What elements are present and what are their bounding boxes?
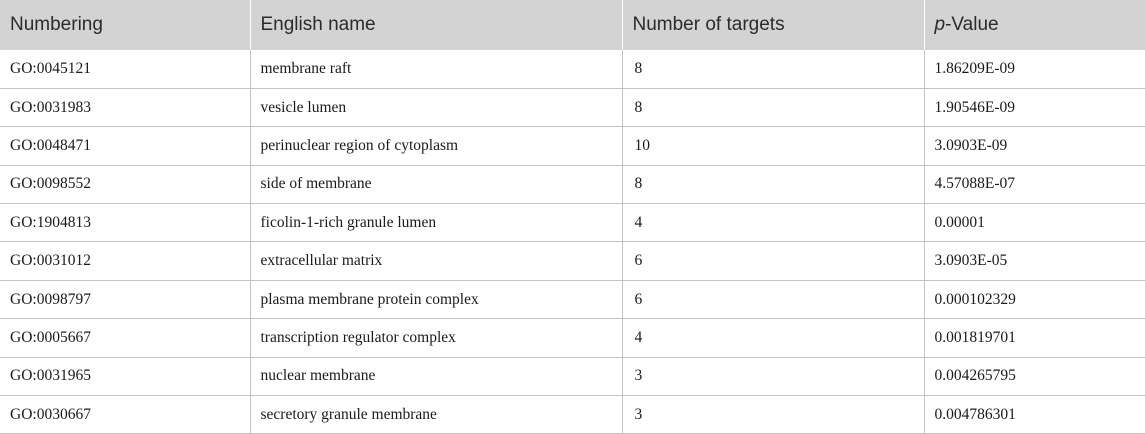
header-number-of-targets: Number of targets	[622, 0, 924, 50]
cell-number-of-targets: 8	[622, 50, 924, 88]
table-row	[0, 242, 1145, 280]
header-numbering: Numbering	[0, 0, 250, 50]
cell-numbering: GO:0045121	[0, 50, 250, 88]
cell-english-name: secretory granule membrane	[250, 396, 622, 434]
cell-numbering: GO:0030667	[0, 396, 250, 434]
cell-number-of-targets: 6	[622, 280, 924, 318]
cell-english-name: vesicle lumen	[250, 88, 622, 126]
cell-numbering: GO:0048471	[0, 127, 250, 165]
cell-number-of-targets: 8	[622, 88, 924, 126]
table-header	[0, 0, 1145, 50]
table-row	[0, 396, 1145, 434]
cell-number-of-targets: 4	[622, 204, 924, 242]
cell-numbering: GO:1904813	[0, 204, 250, 242]
cell-numbering: GO:0031012	[0, 242, 250, 280]
cell-numbering: GO:0005667	[0, 319, 250, 357]
cell-english-name: perinuclear region of cytoplasm	[250, 127, 622, 165]
cell-english-name: extracellular matrix	[250, 242, 622, 280]
cell-p-value: 4.57088E-07	[924, 165, 1145, 203]
cell-p-value: 0.000102329	[924, 280, 1145, 318]
header-p-value-suffix: -Value	[945, 14, 999, 35]
table-row	[0, 204, 1145, 242]
table-body	[0, 50, 1145, 434]
header-row	[0, 0, 1145, 50]
cell-p-value: 0.004786301	[924, 396, 1145, 434]
cell-number-of-targets: 4	[622, 319, 924, 357]
cell-numbering: GO:0098797	[0, 280, 250, 318]
header-english-name: English name	[250, 0, 622, 50]
table-row	[0, 165, 1145, 203]
cell-p-value: 3.0903E-05	[924, 242, 1145, 280]
cell-p-value: 1.90546E-09	[924, 88, 1145, 126]
cell-p-value: 3.0903E-09	[924, 127, 1145, 165]
cell-english-name: plasma membrane protein complex	[250, 280, 622, 318]
table-row	[0, 127, 1145, 165]
cell-english-name: nuclear membrane	[250, 357, 622, 395]
cell-english-name: membrane raft	[250, 50, 622, 88]
table-row	[0, 50, 1145, 88]
cell-numbering: GO:0031965	[0, 357, 250, 395]
cell-number-of-targets: 8	[622, 165, 924, 203]
table-row	[0, 357, 1145, 395]
header-p-value-italic: p	[934, 14, 946, 35]
cell-number-of-targets: 3	[622, 396, 924, 434]
cell-p-value: 0.001819701	[924, 319, 1145, 357]
cell-number-of-targets: 3	[622, 357, 924, 395]
table-row	[0, 88, 1145, 126]
cell-p-value: 0.004265795	[924, 357, 1145, 395]
cell-number-of-targets: 6	[622, 242, 924, 280]
cell-p-value: 0.00001	[924, 204, 1145, 242]
cell-english-name: transcription regulator complex	[250, 319, 622, 357]
cell-numbering: GO:0031983	[0, 88, 250, 126]
header-p-value	[924, 0, 1145, 50]
cell-english-name: ficolin-1-rich granule lumen	[250, 204, 622, 242]
table-row	[0, 280, 1145, 318]
cell-number-of-targets: 10	[622, 127, 924, 165]
cell-p-value: 1.86209E-09	[924, 50, 1145, 88]
cell-english-name: side of membrane	[250, 165, 622, 203]
cell-numbering: GO:0098552	[0, 165, 250, 203]
table-row	[0, 319, 1145, 357]
